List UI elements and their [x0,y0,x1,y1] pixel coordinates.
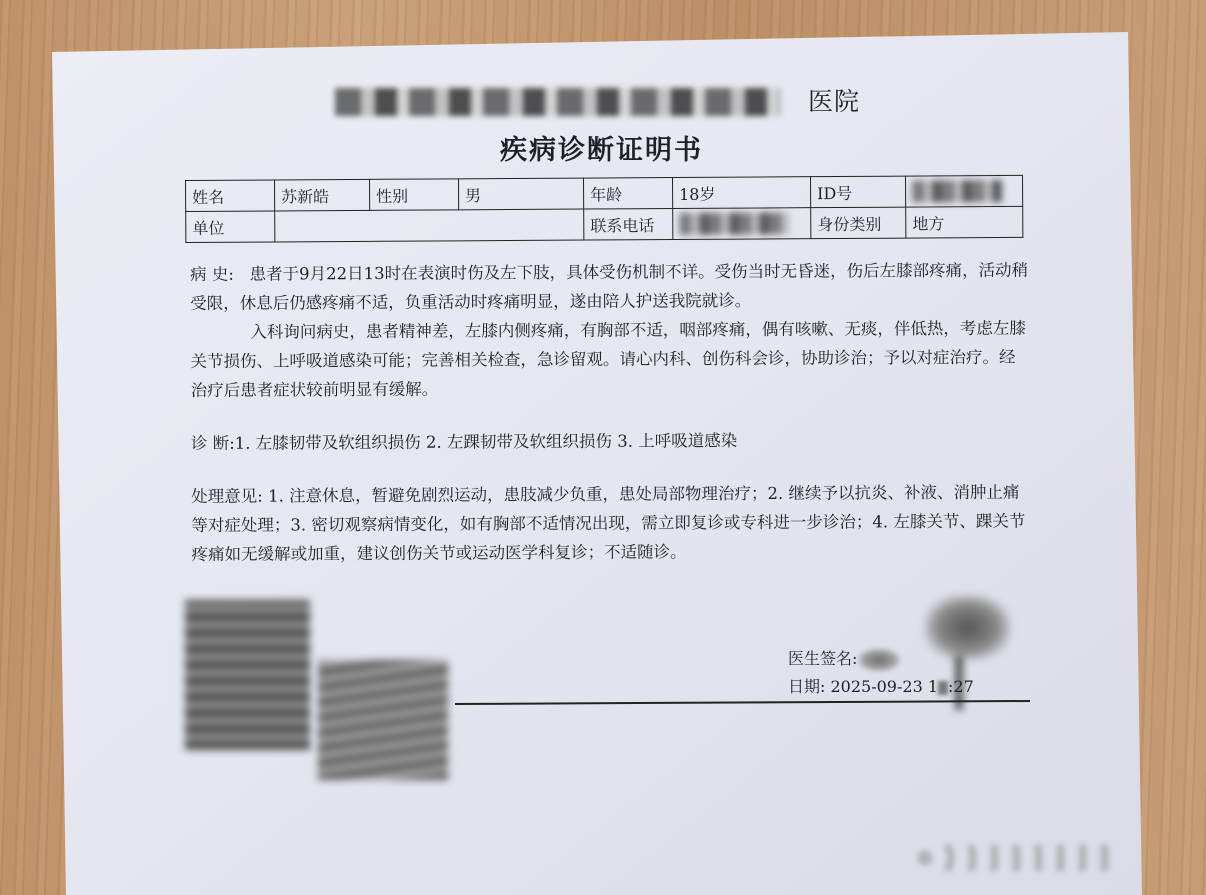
document-title: 疾病诊断证明书 [500,135,703,166]
redacted-doctor-name [857,648,901,672]
certificate-body [190,256,1032,569]
time-suffix: :27 [948,677,974,696]
patient-info-table [185,175,1023,243]
date-value: 2025-09-23 1 [830,677,939,696]
redacted-stamp-right [318,660,448,780]
date-line [788,673,974,701]
unit-value [275,209,584,242]
name-value: 苏新皓 [275,179,370,211]
redacted-time-digit [938,681,948,695]
diagnosis-text: 1. 左膝韧带及软组织损伤 2. 左踝韧带及软组织损伤 3. 上呼吸道感染 [234,431,738,453]
date-label: 日期: [788,677,826,696]
redacted-stamp-left [185,600,310,750]
doctor-signature-label: 医生签名: [788,649,858,668]
gender-value: 男 [458,178,583,210]
diagnosis-line [191,425,1031,458]
phone-label: 联系电话 [584,209,673,241]
table-row [186,175,1023,211]
unit-label: 单位 [186,211,275,243]
doctor-signature-line [788,645,974,673]
treatment-text: 1. 注意休息，暂避免剧烈运动，患肢减少负重，患处局部物理治疗；2. 继续予以抗炎、补液、消肿止痛等对症处理；3. 密切观察病情变化，如有胸部不适情况出现，需立即复诊或专科进一步诊治；4. 左膝关节、踝关节疼痛如无缓解或加重，建议创伤关节或运动医学科复诊；不适随诊。 [191,482,1026,564]
phone-value-redacted [673,208,811,240]
history-text-1: 患者于9月22日13时在表演时伤及左下肢，具体受伤机制不详。受伤当时无昏迷，伤后左膝部疼痛，活动稍受限，休息后仍感疼痛不适，负重活动时疼痛明显，遂由陪人护送我院就诊。 [190,260,1029,313]
id-value-redacted [905,175,1022,207]
gender-label: 性别 [369,179,458,211]
identity-type-value: 地方 [906,206,1023,238]
redacted-id [912,180,1002,203]
redacted-hospital-name [335,88,780,116]
age-label: 年龄 [583,178,672,210]
redacted-watermark [915,845,1115,871]
signature-underline [455,700,1030,705]
table-row [186,206,1023,242]
history-paragraph-1 [190,256,1030,318]
treatment-label: 处理意见: [191,486,263,506]
identity-type-label: 身份类别 [811,207,906,239]
age-value: 18岁 [672,177,810,209]
signature-block [788,645,974,701]
hospital-name-suffix: 医院 [808,87,861,116]
name-label: 姓名 [186,180,275,212]
history-label: 病 史: [190,264,234,284]
history-paragraph-2: 入科询问病史，患者精神差，左膝内侧疼痛，有胸部不适，咽部疼痛，偶有咳嗽、无痰，伴低热，考虑左膝关节损伤、上呼吸道感染可能；完善相关检查，急诊留观。请心内科、创伤科会诊，协助诊治；予以对症治疗。经治疗后患者症状较前明显有缓解。 [190,318,1026,400]
treatment-paragraph [191,478,1031,569]
redacted-phone [679,212,789,235]
diagnosis-label: 诊 断: [190,433,235,453]
id-label: ID号 [810,176,905,208]
